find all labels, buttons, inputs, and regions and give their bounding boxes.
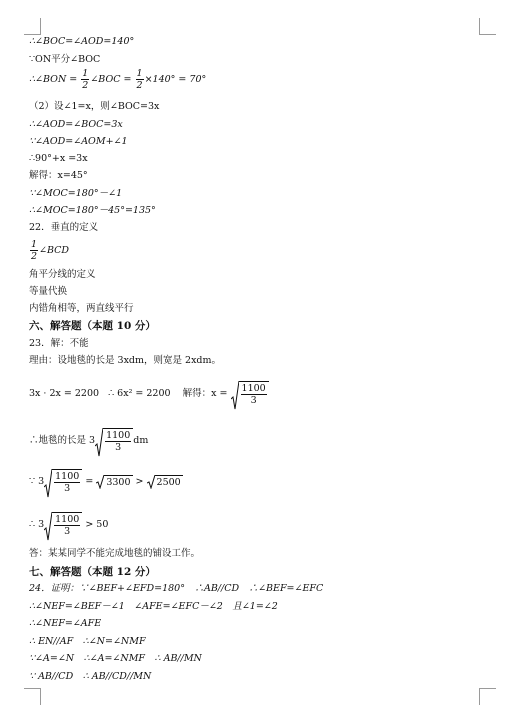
sqrt-2500: 2500 [147,475,183,489]
fraction-half-2: $\frac{1}{2}$ [136,68,143,91]
carpet-length-prefix: ∴地毯的长是 3 [29,435,96,446]
line-28: ∵ AB//CD ∴ AB//CD//MN [29,671,152,682]
conclusion-prefix: ∴ 3 [29,519,45,530]
line-17: 理由：设地毯的长是 3xdm，则宽是 2xdm。 [29,355,222,366]
line-18 [29,381,269,406]
greater-than-50: > 50 [85,519,109,530]
compare-prefix: ∵ 3 [29,476,45,487]
crop-mark-top-left [24,18,41,35]
sqrt-expression-1: $\frac{1100}{3}$ [231,381,269,406]
crop-mark-bottom-right [479,688,496,705]
line-23: 24．证明：∵∠BEF+∠EFD=180° ∴AB//CD ∴∠BEF=∠EFC [29,583,324,594]
crop-mark-top-right [479,18,496,35]
line-6: ∵∠AOD=∠AOM+∠1 [29,136,128,147]
line-20 [29,469,183,494]
line-9: ∵∠MOC=180°－∠1 [29,188,123,199]
section-heading-6: 六、解答题（本题 10 分） [29,320,156,332]
line-8: 解得：x=45° [29,170,88,181]
line-3-pre: ∴∠BON = [29,74,78,85]
line-25: ∴∠NEF=∠AFE [29,618,102,629]
line-11: 22．垂直的定义 [29,222,99,233]
line-1: ∴∠BOC=∠AOD=140° [29,36,135,47]
line-24: ∴∠NEF=∠BEF－∠1 ∠AFE=∠EFC－∠2 且∠1=∠2 [29,601,278,612]
unit-dm: dm [133,435,149,446]
line-3-post: ×140° = 70° [144,74,207,85]
line-16: 23．解：不能 [29,338,89,349]
sqrt-expression-3: $\frac{1100}{3}$ [44,469,82,494]
line-27: ∵∠A=∠N ∴∠A=∠NMF ∴ AB//MN [29,653,202,664]
equals-sign: = [85,476,94,487]
section-heading-7: 七、解答题（本题 12 分） [29,566,156,578]
sqrt-3300: 3300 [96,475,132,489]
line-10: ∴∠MOC=180°－45°=135° [29,205,156,216]
line-19 [29,428,148,453]
line-3 [29,68,206,91]
line-7: ∴90°+x =3x [29,153,88,164]
sqrt-expression-4: $\frac{1100}{3}$ [44,512,82,537]
line-14: 等量代换 [29,286,68,297]
line-15: 内错角相等，两直线平行 [29,303,134,314]
equation-b: ∴ 6x² = 2200 [108,388,171,399]
greater-than-sign: > [135,476,144,487]
line-3-mid: ∠BOC = [90,74,132,85]
crop-mark-bottom-left [24,688,41,705]
line-5: ∴∠AOD=∠BOC=3x [29,119,123,130]
line-2: ∵ON平分∠BOC [29,54,101,65]
line-13: 角平分线的定义 [29,269,96,280]
line-21 [29,512,108,537]
line-4: （2）设∠1=x，则∠BOC=3x [29,101,160,112]
line-12 [29,239,69,262]
equation-a: 3x · 2x = 2200 [29,388,100,399]
line-26: ∴ EN//AF ∴∠N=∠NMF [29,636,146,647]
fraction-half-1: $\frac{1}{2}$ [82,68,89,91]
line-22: 答：某某同学不能完成地毯的铺设工作。 [29,548,201,559]
line-12-text: ∠BCD [39,245,70,256]
fraction-half-3: $\frac{1}{2}$ [31,239,38,262]
equation-c: 解得：x = [182,388,228,399]
sqrt-expression-2: $\frac{1100}{3}$ [95,428,133,453]
